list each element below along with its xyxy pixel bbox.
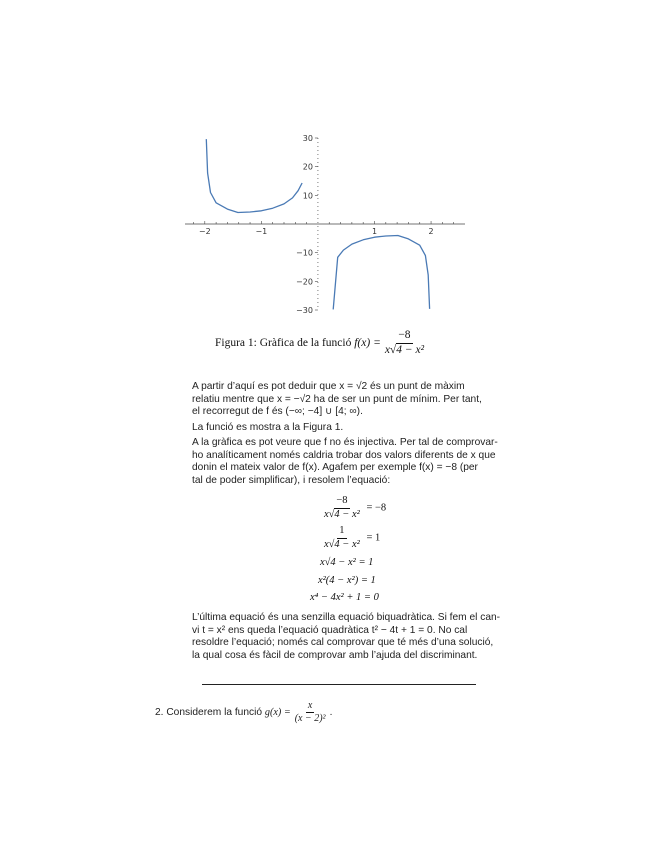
- text-line: ho analíticament només caldria trobar dos valors diferents de x que: [192, 449, 496, 461]
- equation-5: x⁴ − 4x² + 1 = 0: [310, 592, 379, 603]
- paragraph-injectivity: [192, 437, 514, 487]
- curve-branch-2: [333, 236, 429, 310]
- paragraph-figure-ref: [192, 422, 514, 435]
- caption-denominator: x√4 − x²: [384, 343, 425, 356]
- x-tick-label: 2: [428, 227, 434, 236]
- eq1-rhs: = −8: [366, 502, 387, 514]
- eq2-rhs: = 1: [366, 532, 381, 544]
- exercise-2-fraction: [293, 700, 328, 725]
- chart-axes: [185, 138, 465, 310]
- exercise-2: [155, 700, 332, 725]
- caption-function: f(x) =: [354, 337, 381, 349]
- y-tick-label: 20: [302, 162, 313, 172]
- y-tick-label: 30: [302, 134, 313, 143]
- equation-4: x²(4 − x²) = 1: [318, 575, 376, 586]
- text-line: L’última equació és una senzilla equació biquadràtica. Si fem el can-: [192, 612, 501, 623]
- equation-1: [320, 495, 386, 521]
- caption-prefix: Figura 1: Gràfica de la funció: [215, 337, 352, 349]
- text-line: vi t = x² ens queda l’equació quadràtica t² − 4t + 1 = 0. No cal: [192, 624, 468, 636]
- eq1-numerator: −8: [334, 495, 349, 509]
- equation-3: x√4 − x² = 1: [320, 557, 374, 568]
- y-tick-label: −20: [296, 277, 313, 287]
- text-line: La funció es mostra a la Figura 1.: [192, 422, 344, 433]
- y-tick-label: 10: [302, 191, 313, 201]
- text-line: donin el mateix valor de f(x). Agafem per exemple f(x) = −8 (per: [192, 462, 478, 474]
- text-line: resoldre l’equació; només cal comprovar que té més d’una solució,: [192, 637, 494, 649]
- curve-branch-1: [206, 139, 302, 212]
- chart-tick-labels: [199, 134, 434, 315]
- exercise-2-label: 2. Considerem la funció: [155, 707, 263, 718]
- text-line: relatiu mentre que x = −√2 ha de ser un punt de mínim. Per tant,: [192, 393, 482, 405]
- paragraph-extrema: [192, 381, 514, 419]
- section-divider: [202, 684, 476, 685]
- x-tick-label: 1: [371, 227, 378, 236]
- exercise-2-denominator: (x − 2)²: [294, 713, 326, 724]
- equation-2: [320, 525, 380, 551]
- y-tick-label: −10: [296, 248, 313, 258]
- text-line: tal de poder simplificar), i resolem l’equació:: [192, 474, 391, 486]
- text-line: la qual cosa és fàcil de comprovar amb l’ajuda del discriminant.: [192, 649, 478, 661]
- exercise-2-numerator: x: [307, 700, 313, 711]
- eq2-denominator: x√4 − x²: [324, 538, 360, 550]
- function-graph: [180, 130, 470, 320]
- y-tick-label: −30: [296, 306, 313, 315]
- x-tick-label: −1: [255, 227, 268, 236]
- x-tick-label: −2: [198, 227, 211, 236]
- caption-numerator: −8: [396, 329, 412, 344]
- exercise-2-function: g(x) =: [264, 707, 291, 718]
- exercise-2-end: .: [329, 707, 333, 718]
- text-line: el recorregut de f és (−∞; −4] ∪ [4; ∞).: [192, 406, 363, 418]
- caption-fraction: [383, 329, 426, 358]
- figure-caption: [215, 327, 515, 359]
- text-line: A partir d’aquí es pot deduir que x = √2 és un punt de màxim: [192, 381, 465, 392]
- eq1-denominator: x√4 − x²: [324, 508, 360, 520]
- eq2-numerator: 1: [337, 525, 346, 539]
- paragraph-biquadratic: [192, 612, 514, 662]
- text-line: A la gràfica es pot veure que f no és injectiva. Per tal de comprovar-: [192, 437, 498, 448]
